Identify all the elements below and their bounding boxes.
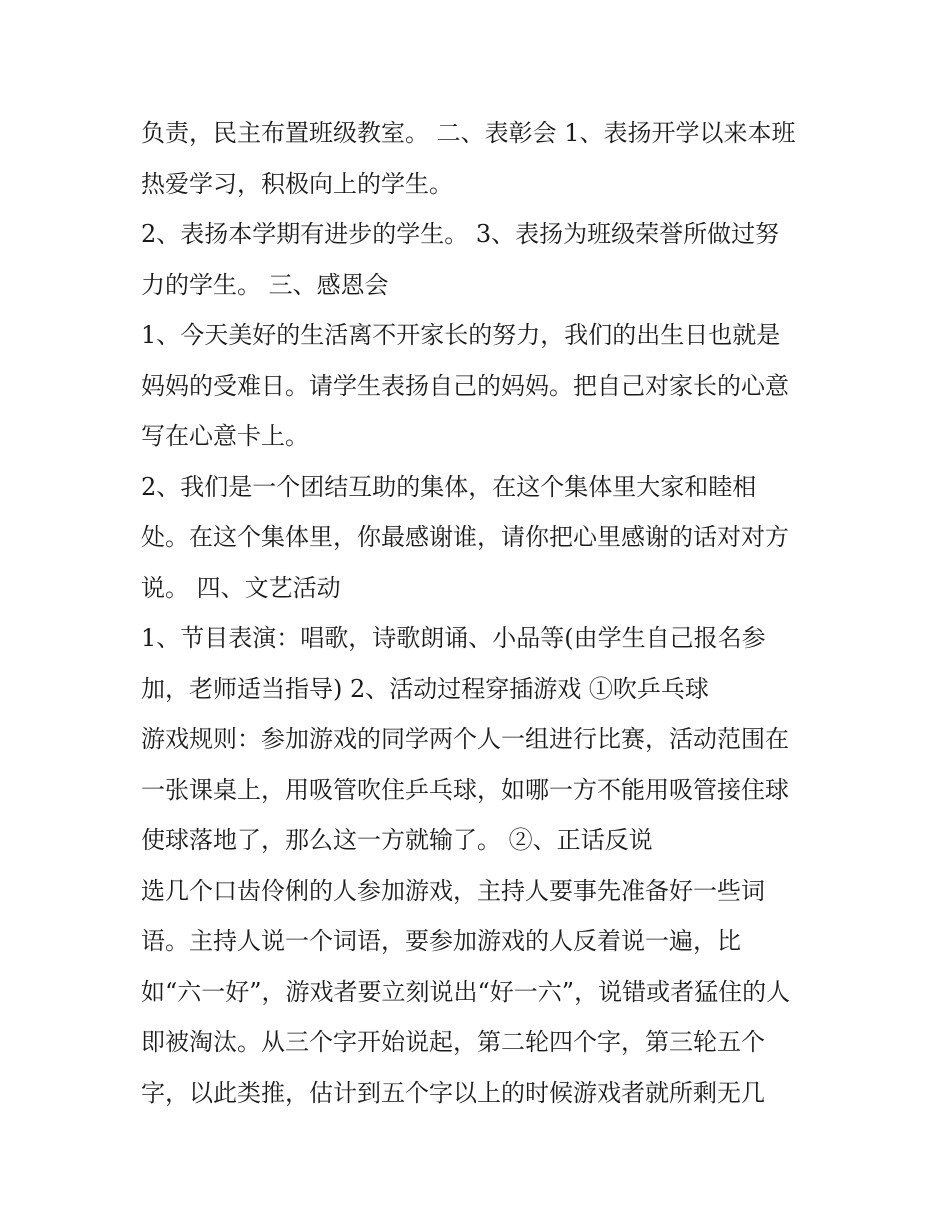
text-line: 加，老师适当指导) 2、活动过程穿插游戏 ①吹乒乓球 bbox=[141, 674, 709, 703]
text-line: 2、表扬本学期有进步的学生。 3、表扬为班级荣誉所做过努 bbox=[141, 220, 780, 248]
text-line: 1、节目表演：唱歌，诗歌朗诵、小品等(由学生自己报名参 bbox=[141, 624, 766, 652]
text-line: 1、今天美好的生活离不开家长的努力，我们的出生日也就是 bbox=[141, 321, 781, 349]
text-line: 使球落地了，那么这一方就输了。 ②、正话反说 bbox=[141, 826, 653, 854]
text-line: 处。在这个集体里，你最感谢谁，请你把心里感谢的话对对方 bbox=[141, 523, 789, 551]
text-line: 一张课桌上，用吸管吹住乒乓球，如哪一方不能用吸管接住球 bbox=[141, 775, 789, 804]
text-line: 字，以此类推，估计到五个字以上的时候游戏者就所剩无几 bbox=[141, 1078, 765, 1107]
text-line: 游戏规则：参加游戏的同学两个人一组进行比赛，活动范围在 bbox=[141, 725, 789, 753]
text-line: 负责，民主布置班级教室。 二、表彰会 1、表扬开学以来本班 bbox=[141, 119, 796, 147]
text-line: 力的学生。 三、感恩会 bbox=[141, 270, 389, 299]
text-line: 妈妈的受难日。请学生表扬自己的妈妈。把自己对家长的心意 bbox=[141, 371, 789, 400]
text-line: 如“六一好”，游戏者要立刻说出“好一六”，说错或者猛住的人 bbox=[141, 977, 791, 1006]
text-line: 2、我们是一个团结互助的集体，在这个集体里大家和睦相 bbox=[141, 472, 757, 501]
text-line: 写在心意卡上。 bbox=[141, 422, 309, 450]
document-body bbox=[141, 108, 831, 1118]
text-line: 选几个口齿伶俐的人参加游戏，主持人要事先准备好一些词 bbox=[141, 876, 765, 905]
text-line: 热爱学习，积极向上的学生。 bbox=[141, 169, 453, 198]
text-line: 即被淘汰。从三个字开始说起，第二轮四个字，第三轮五个 bbox=[141, 1028, 765, 1056]
text-line: 语。主持人说一个词语，要参加游戏的人反着说一遍，比 bbox=[141, 927, 741, 955]
text-line: 说。 四、文艺活动 bbox=[141, 573, 341, 602]
